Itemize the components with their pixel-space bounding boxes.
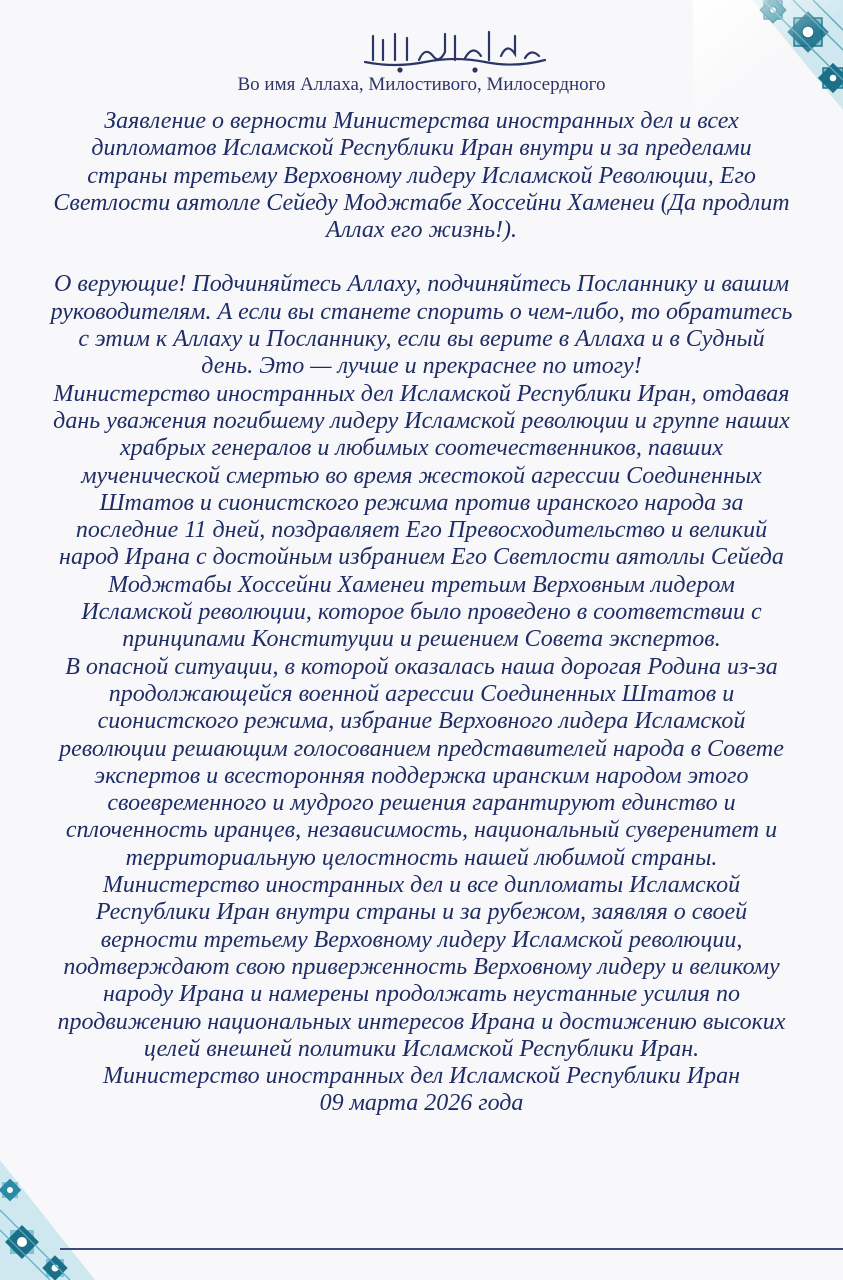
bottom-divider [60,1248,843,1250]
statement-body [50,108,793,1118]
islamic-ornament-top-right [693,0,843,120]
statement-title-paragraph: Заявление о верности Министерства иностранных дел и всех дипломатов Исламской Республики Иран внутри и за пределами страны третьему Верховному лидеру Исламской Революции, Его Светлости аятолле Сейеду Моджтабе Хоссейни Хаменеи (Да продлит Аллах его жизнь!). [53,108,790,244]
basmala-calligraphy [355,26,555,74]
statement-paragraph-1: Министерство иностранных дел Исламской Республики Иран, отдавая дань уважения погибшему лидеру Исламской революции и группе наших храбрых генералов и любимых соотечественников, павших мученической смертью во время жестокой агрессии Соединенных Штатов и сионистского режима против иранского народа за последние 11 дней, поздравляет Его Превосходительство и великий народ Ирана с достойным избранием Его Светлости аятоллы Сейеда Моджтабы Хоссейни Хаменеи третьим Верховным лидером Исламской революции, которое было проведено в соответствии с принципами Конституции и решением Совета экспертов. [53,380,790,653]
islamic-ornament-bottom-left [0,1160,110,1280]
statement-paragraph-2: В опасной ситуации, в которой оказалась наша дорогая Родина из-за продолжающейся военной агрессии Соединенных Штатов и сионистского режима, избрание Верховного лидера Исламской революции решающим голосованием представителей народа в Совете экспертов и всесторонняя поддержка иранским народом этого своевременного и мудрого решения гарантируют единство и сплоченность иранцев, независимость, национальный суверенитет и территориальную целостность нашей любимой страны. [59,653,784,871]
quran-verse: О верующие! Подчиняйтесь Аллаху, подчиняйтесь Посланнику и вашим руководителям. А если вы станете спорить о чем-либо, то обратитесь с этим к Аллаху и Посланнику, если вы верите в Аллаха и в Судный день. Это — лучше и прекраснее по итогу! [50,271,793,380]
invocation-heading: Во имя Аллаха, Милостивого, Милосердного [237,74,606,95]
signature: Министерство иностранных дел Исламской Республики Иран [102,1063,741,1090]
statement-paragraph-3: Министерство иностранных дел и все дипломаты Исламской Республики Иран внутри страны и за рубежом, заявляя о своей верности третьему Верховному лидеру Исламской революции, подтверждают свою приверженность Верховному лидеру и великому народу Ирана и намерены продолжать неустанные усилия по продвижению национальных интересов Ирана и достижению высоких целей внешней политики Исламской Республики Иран. [57,872,786,1062]
paragraph-gap [50,244,793,271]
statement-date: 09 марта 2026 года [319,1090,524,1117]
